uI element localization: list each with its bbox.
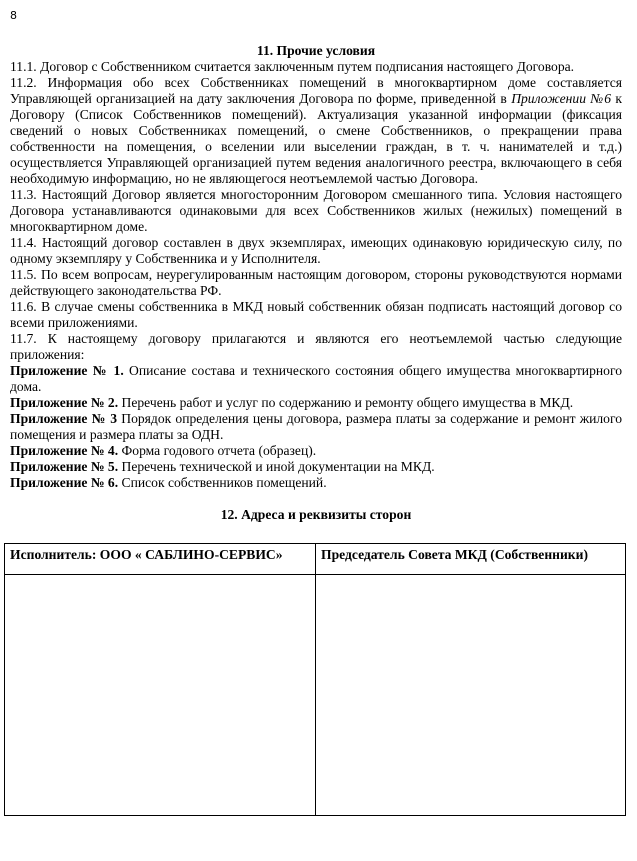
section-11-title: 11. Прочие условия	[256, 43, 376, 58]
clause-11-5: 11.5. По всем вопросам, неурегулированным настоящим договором, стороны руководствуются нормами действующего законодательства РФ.	[10, 267, 622, 298]
requisites-header-row	[5, 544, 626, 575]
contractor-header: Исполнитель: ООО « САБЛИНО-СЕРВИС»	[5, 544, 316, 575]
appendix-1-text: Описание состава и технического состояния общего имущества многоквартирного дома.	[10, 363, 622, 394]
spacer	[10, 491, 622, 507]
clause-11-6: 11.6. В случае смены собственника в МКД новый собственник обязан подписать настоящий договор со всеми приложениями.	[10, 299, 622, 330]
appendix-1-label: Приложение № 1.	[10, 363, 124, 378]
appendix-1	[10, 363, 622, 395]
appendix-6-text: Список собственников помещений.	[121, 475, 327, 490]
requisites-body-row	[5, 575, 626, 816]
appendix-2-text: Перечень работ и услуг по содержанию и ремонту общего имущества в МКД.	[121, 395, 574, 410]
clause-11-2-part1: 11.2. Информация обо всех Собственниках помещений в многоквартирном доме составляется Управляющей организацией на дату заключения Договора по форме, приведенной в	[10, 75, 622, 106]
appendix-5	[10, 459, 622, 475]
appendix-3-text: Порядок определения цены договора, размера платы за содержание и ремонт жилого помещения и размера платы за ОДН.	[10, 411, 622, 442]
page-number: 8	[10, 9, 17, 22]
council-chair-details-cell	[316, 575, 626, 816]
appendix-6	[10, 475, 622, 491]
appendix-4	[10, 443, 622, 459]
contractor-details-cell	[5, 575, 316, 816]
appendix-3	[10, 411, 622, 443]
clause-11-2-part2: к Договору (Список Собственников помещений). Актуализация указанной информации (фиксация сведений о новых Собственниках помещений, о смене Собственников, о прекращении права собственности на помещения, о вселении или выселении граждан, в т. ч. нанимателей и т.д.) осуществляется Управляющей организацией путем ведения аналогичного реестра, включающего в себя необходимую информацию, но не являющегося неотъемлемой частью Договора.	[10, 91, 623, 186]
appendix-6-reference: Приложении №6	[511, 91, 611, 106]
appendix-4-label: Приложение № 4.	[10, 443, 119, 458]
clause-11-3: 11.3. Настоящий Договор является многосторонним Договором смешанного типа. Условия настоящего Договора устанавливаются одинаковыми для всех Собственников жилых (нежилых) помещений в многоквартирном доме.	[10, 187, 622, 234]
council-chair-header: Председатель Совета МКД (Собственники)	[316, 544, 626, 575]
appendix-5-label: Приложение № 5.	[10, 459, 119, 474]
appendix-3-label: Приложение № 3	[10, 411, 118, 426]
clause-11-1: 11.1. Договор с Собственником считается заключенным путем подписания настоящего Договора.	[10, 59, 575, 74]
appendix-4-text: Форма годового отчета (образец).	[121, 443, 317, 458]
clause-11-7: 11.7. К настоящему договору прилагаются и являются его неотъемлемой частью следующие приложения:	[10, 331, 622, 362]
appendix-5-text: Перечень технической и иной документации на МКД.	[121, 459, 435, 474]
appendix-2	[10, 395, 622, 411]
document-body	[10, 43, 622, 523]
section-12-title: 12. Адреса и реквизиты сторон	[220, 507, 412, 522]
requisites-table	[4, 543, 626, 816]
clause-11-2	[10, 75, 622, 187]
appendix-6-label: Приложение № 6.	[10, 475, 119, 490]
appendix-2-label: Приложение № 2.	[10, 395, 119, 410]
clause-11-4: 11.4. Настоящий договор составлен в двух экземплярах, имеющих одинаковую юридическую силу, по одному экземпляру у Собственника и у Исполнителя.	[10, 235, 622, 266]
